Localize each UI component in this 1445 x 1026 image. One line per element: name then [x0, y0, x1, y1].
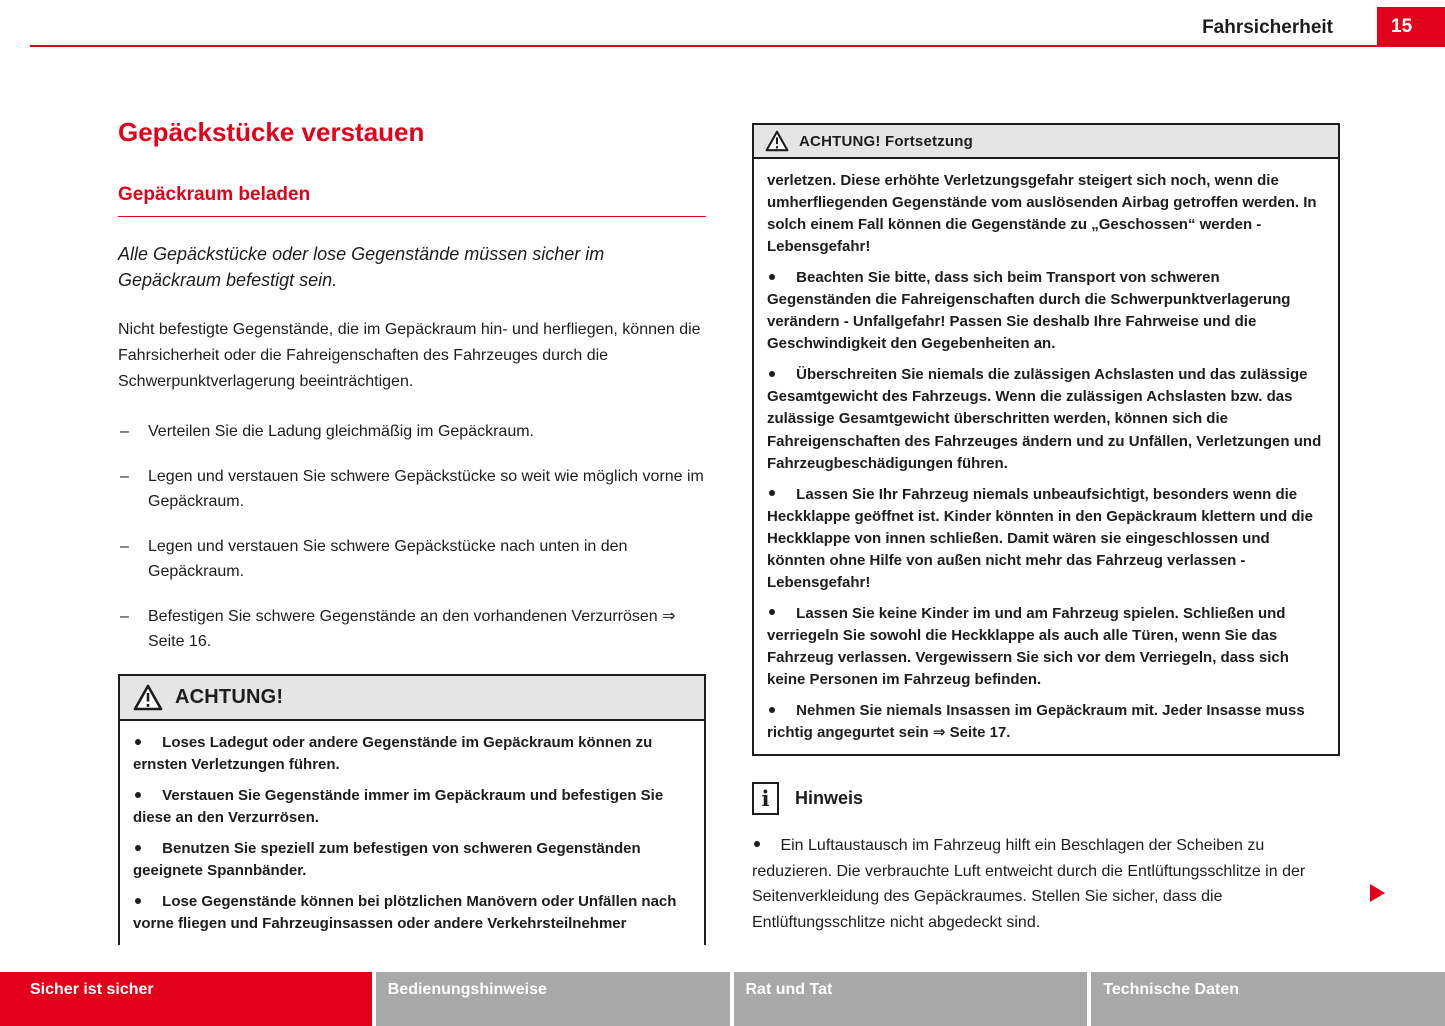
list-item-text: Legen und verstauen Sie schwere Gepäckstücke nach unten in den Gepäckraum. — [148, 537, 628, 581]
dash-marker: – — [120, 422, 129, 440]
content — [118, 47, 1340, 945]
footer-tab-sicher-ist-sicher[interactable] — [0, 972, 372, 1026]
list-item-text: Verteilen Sie die Ladung gleichmäßig im Gepäckraum. — [148, 422, 534, 440]
bullet-icon — [769, 371, 775, 377]
warning-item — [133, 838, 691, 882]
warning-item-text: Lassen Sie Ihr Fahrzeug niemals unbeaufsichtigt, besonders wenn die Heckklappe geöffnet ist. Kinder könnten in den Gepäckraum klettern und die Heckklappe von innen schließen. Damit wären sie eingeschlossen und könnten ohne Hilfe von außen nicht mehr das Fahrzeug verlassen - Lebensgefahr! — [767, 485, 1313, 591]
warning-item — [767, 267, 1325, 355]
bullet-icon — [769, 707, 775, 713]
dash-marker: – — [120, 467, 129, 485]
note-header — [752, 782, 1340, 815]
footer-tab-label: Rat und Tat — [745, 981, 833, 998]
dash-marker: – — [120, 537, 129, 555]
warning-item-text: Beachten Sie bitte, dass sich beim Transport von schweren Gegenständen die Fahreigenschaften durch die Schwerpunktverlagerung verändern - Unfallgefahr! Passen Sie deshalb Ihre Fahrweise und die Geschwindigkeit den Gegebenheiten an. — [767, 269, 1291, 353]
dash-marker: – — [120, 607, 129, 625]
footer-tab-technische-daten[interactable] — [1091, 972, 1445, 1026]
warning-item-text: Überschreiten Sie niemals die zulässigen Achslasten und das zulässige Gesamtgewicht des Fahrzeugs. Wenn die zulässigen Achslasten bzw. das zulässige Gesamtgewicht überschritten werden, können sich die Fahreigenschaften des Fahrzeuges ändern und zu Unfällen, Verletzungen und Fahrzeugbeschädigungen führen. — [767, 366, 1322, 472]
note-item-text: Ein Luftaustausch im Fahrzeug hilft ein Beschlagen der Scheiben zu reduzieren. Die verbrauchte Luft entweicht durch die Entlüftungsschlitze in der Seitenverkleidung des Gepäckraumes. Stellen Sie sicher, dass die Entlüftungsschlitze nicht abgedeckt sind. — [752, 837, 1306, 931]
footer-tab-rat-und-tat[interactable] — [734, 972, 1088, 1026]
bullet-icon — [769, 490, 775, 496]
left-column — [118, 47, 706, 945]
warning-item — [767, 364, 1325, 474]
warning-body — [754, 159, 1338, 754]
section-heading: Gepäckraum beladen — [118, 184, 706, 217]
lead-paragraph: Alle Gepäckstücke oder lose Gegenstände müssen sicher im Gepäckraum befestigt sein. — [118, 244, 605, 291]
note-item — [752, 833, 1340, 935]
footer-tab-bedienungshinweise[interactable] — [376, 972, 730, 1026]
warning-title: ACHTUNG! Fortsetzung — [799, 132, 973, 150]
warning-item-text: Lassen Sie keine Kinder im und am Fahrzeug spielen. Schließen und verriegeln Sie sowohl die Heckklappe als auch alle Türen, wenn Sie das Fahrzeug verlassen. Vergewissern Sie sich vor dem Verriegeln, dass sich keine Personen im Fahrzeug befinden. — [767, 604, 1289, 688]
bullet-icon — [769, 609, 775, 615]
info-icon — [752, 782, 779, 815]
instruction-list — [118, 419, 706, 655]
bullet-icon — [135, 792, 141, 798]
page-number-badge: 15 — [1377, 7, 1445, 47]
page-title: Gepäckstücke verstauen — [118, 117, 425, 147]
warning-continuation-box — [752, 123, 1340, 756]
warning-item-text: Benutzen Sie speziell zum befestigen von schweren Gegenständen geeignete Spannbänder. — [133, 840, 641, 880]
footer-tab-label: Bedienungshinweise — [387, 981, 547, 998]
warning-item — [133, 891, 691, 935]
footer-tab-label: Sicher ist sicher — [30, 981, 154, 998]
warning-header — [120, 676, 704, 721]
warning-item-text: Verstauen Sie Gegenstände immer im Gepäckraum und befestigen Sie diese an den Verzurrösen. — [133, 787, 664, 827]
bullet-icon — [135, 898, 141, 904]
list-item — [118, 464, 706, 515]
warning-item-text: Lose Gegenstände können bei plötzlichen Manövern oder Unfällen nach vorne fliegen und Fahrzeuginsassen oder andere Verkehrsteilnehmer — [133, 893, 677, 933]
warning-body — [120, 721, 704, 945]
note-section — [752, 782, 1340, 935]
list-item — [118, 604, 706, 655]
list-item-text: Befestigen Sie schwere Gegenstände an den vorhandenen Verzurrösen ⇒ Seite 16. — [148, 607, 676, 651]
list-item — [118, 534, 706, 585]
warning-item-text: Loses Ladegut oder andere Gegenstände im Gepäckraum können zu ernsten Verletzungen führen. — [133, 734, 653, 774]
body-paragraph: Nicht befestigte Gegenstände, die im Gepäckraum hin- und herfliegen, können die Fahrsicherheit oder die Fahreigenschaften des Fahrzeuges durch die Schwerpunktverlagerung beeinträchtigen. — [118, 321, 701, 390]
warning-triangle-icon — [765, 130, 789, 152]
bullet-icon — [754, 841, 760, 847]
section-title: Fahrsicherheit — [1202, 17, 1333, 38]
bullet-icon — [135, 739, 141, 745]
warning-triangle-icon — [133, 684, 163, 711]
footer-nav — [0, 972, 1445, 1026]
warning-item — [133, 785, 691, 829]
info-icon-glyph: i — [761, 786, 770, 812]
warning-item — [133, 732, 691, 776]
warning-item — [767, 603, 1325, 691]
warning-header — [754, 125, 1338, 159]
right-column — [752, 47, 1340, 945]
list-item-text: Legen und verstauen Sie schwere Gepäckstücke so weit wie möglich vorne im Gepäckraum. — [148, 467, 704, 511]
list-item — [118, 419, 706, 445]
bullet-icon — [135, 845, 141, 851]
page-continues-arrow-icon — [1370, 884, 1385, 902]
warning-item — [767, 484, 1325, 594]
bullet-icon — [769, 274, 775, 280]
footer-tab-label: Technische Daten — [1103, 981, 1239, 998]
note-title: Hinweis — [795, 788, 864, 809]
warning-item-text: Nehmen Sie niemals Insassen im Gepäckraum mit. Jeder Insasse muss richtig angegurtet sein ⇒ Seite 17. — [767, 702, 1305, 742]
warning-title: ACHTUNG! — [175, 686, 284, 709]
warning-box — [118, 674, 706, 945]
warning-item — [767, 700, 1325, 744]
warning-continuation-text: verletzen. Diese erhöhte Verletzungsgefahr steigert sich noch, wenn die umherfliegenden Gegenstände vom auslösenden Airbag getroffen werden. In solch einem Fall können die Gegenstände zu „Geschossen“ werden - Lebensgefahr! — [767, 172, 1317, 256]
